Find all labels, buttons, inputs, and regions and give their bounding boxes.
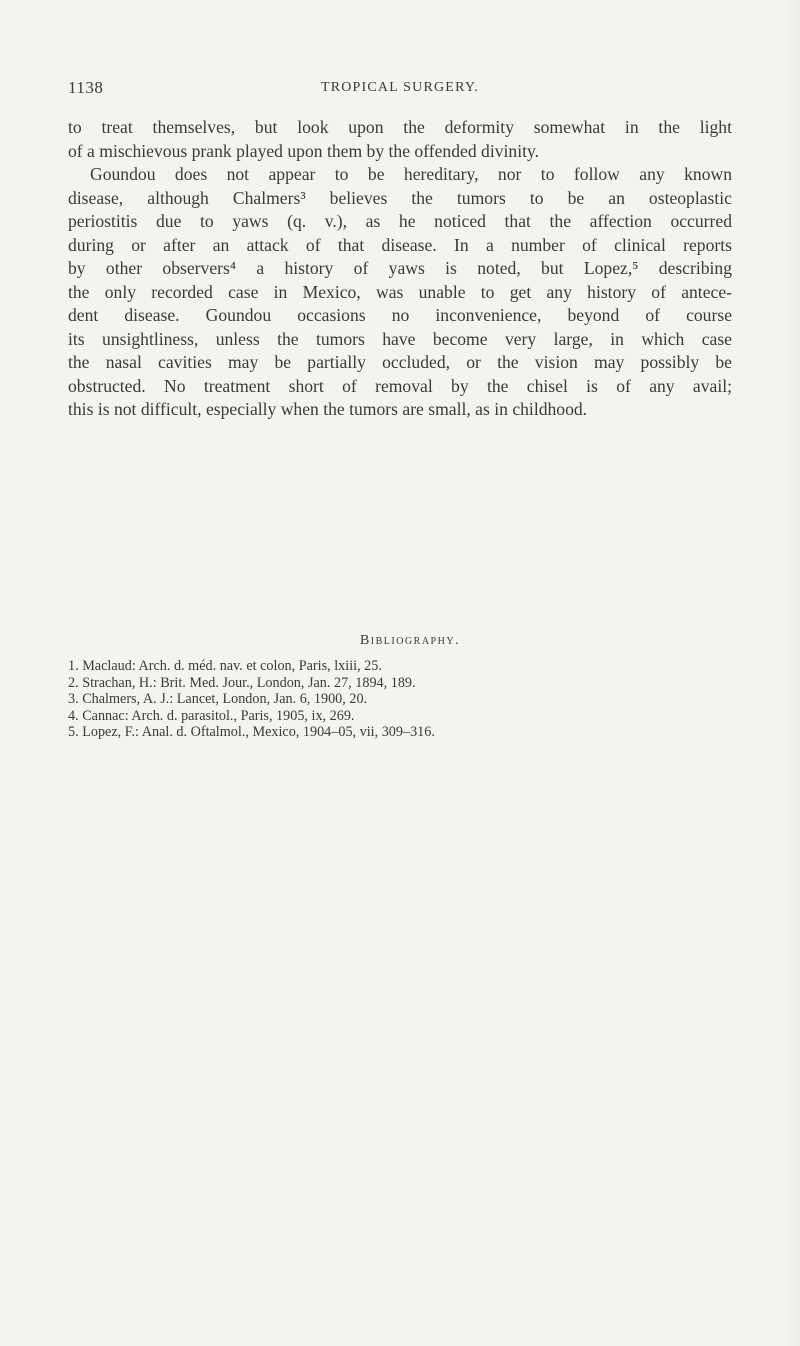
paragraph-line: of a mischievous prank played upon them by the offended divinity. <box>68 140 540 161</box>
paragraph-line: Goundou does not appear to be hereditary, nor to follow any known <box>90 164 732 184</box>
paragraph-line: dent disease. Goundou occasions no inconvenience, beyond of course <box>68 305 732 325</box>
page-edge-shadow <box>786 0 800 1346</box>
paragraph-line: the only recorded case in Mexico, was unable to get any history of antece- <box>68 281 732 302</box>
paragraph-line: its unsightliness, unless the tumors have become very large, in which case <box>68 328 732 349</box>
reference-item: 2. Strachan, H.: Brit. Med. Jour., London, Jan. 27, 1894, 189. <box>68 674 416 691</box>
page-header <box>68 78 732 100</box>
reference-item: 4. Cannac: Arch. d. parasitol., Paris, 1905, ix, 269. <box>68 707 355 724</box>
paragraph-line: disease, although Chalmers³ believes the tumors to be an osteoplastic <box>68 187 732 208</box>
paragraph-line: to treat themselves, but look upon the deformity somewhat in the light <box>68 117 732 137</box>
body-paragraph <box>68 116 732 422</box>
reference-item: 5. Lopez, F.: Anal. d. Oftalmol., Mexico, 1904–05, vii, 309–316. <box>68 724 435 741</box>
reference-item: 1. Maclaud: Arch. d. méd. nav. et colon, Paris, lxiii, 25. <box>68 658 382 674</box>
reference-list <box>68 658 732 741</box>
paragraph-line: periostitis due to yaws (q. v.), as he noticed that the affection occurred <box>68 211 732 231</box>
page-number: 1138 <box>68 78 104 97</box>
bibliography-heading: Bibliography. <box>359 633 461 648</box>
running-title: TROPICAL SURGERY. <box>320 80 480 95</box>
reference-item: 3. Chalmers, A. J.: Lancet, London, Jan. 6, 1900, 20. <box>68 691 368 708</box>
paragraph-line: by other observers⁴ a history of yaws is noted, but Lopez,⁵ describing <box>68 258 732 278</box>
paragraph-line: the nasal cavities may be partially occluded, or the vision may possibly be <box>68 352 732 372</box>
paragraph-line: obstructed. No treatment short of removal by the chisel is of any avail; <box>68 375 732 396</box>
paragraph-line: this is not difficult, especially when the tumors are small, as in childhood. <box>68 399 588 419</box>
paragraph-line: during or after an attack of that disease. In a number of clinical reports <box>68 234 732 255</box>
bibliography-section <box>68 630 732 741</box>
